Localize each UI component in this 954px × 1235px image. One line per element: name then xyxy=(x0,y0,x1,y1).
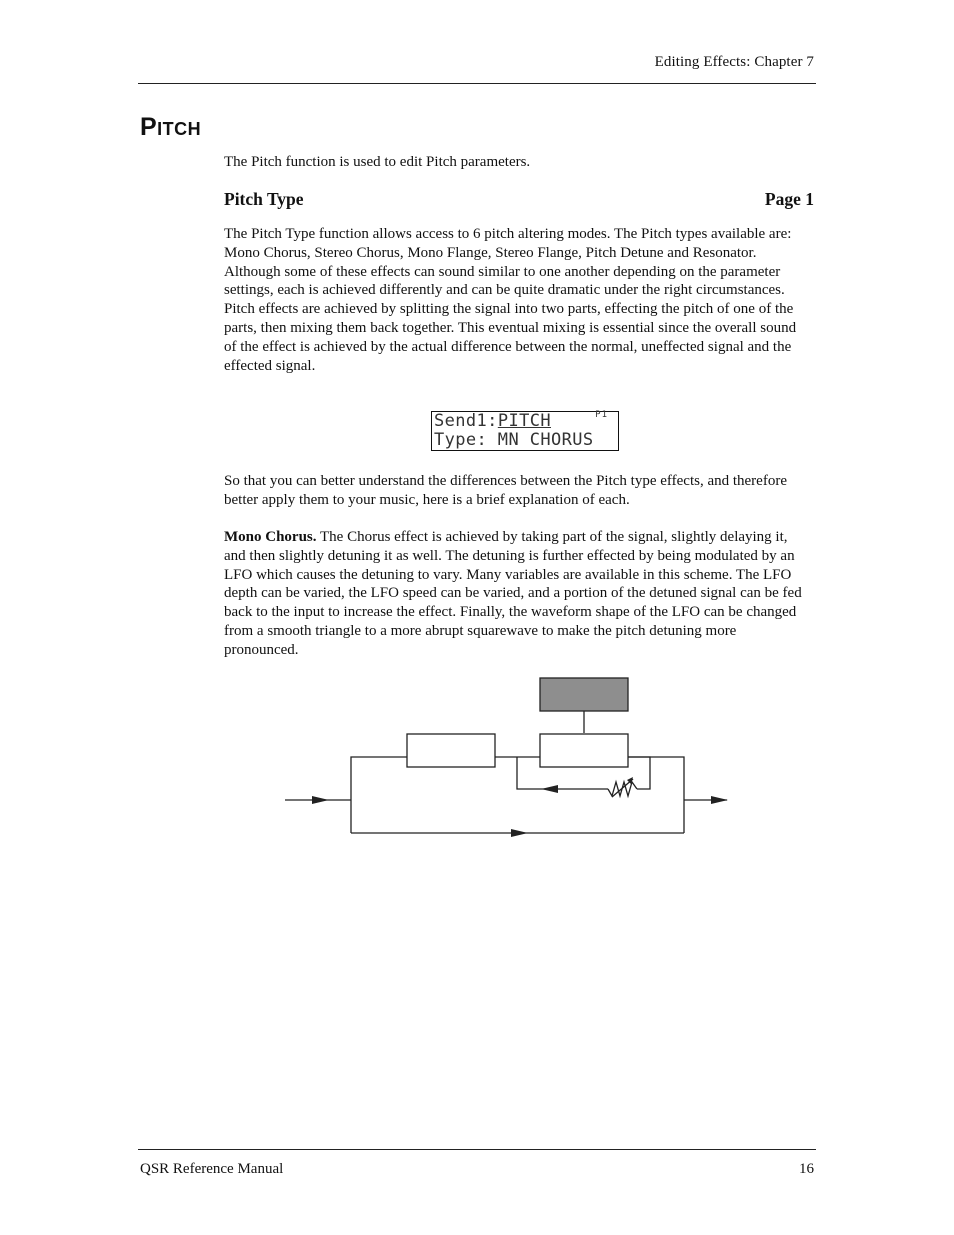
lcd-cursor-value: PITCH xyxy=(497,411,551,431)
feedback-level-resistor xyxy=(608,782,637,796)
input-arrow xyxy=(312,796,329,804)
mono-chorus-lead: Mono Chorus. xyxy=(224,529,317,545)
section-title: Pitch xyxy=(140,113,202,141)
explanation-paragraph: So that you can better understand the differences between the Pitch type effects, and therefore better apply them to your music, here is a brief explanation of each. xyxy=(224,473,787,508)
delay-block xyxy=(407,734,495,767)
intro-text: The Pitch function is used to edit Pitch parameters. xyxy=(224,154,531,170)
lcd-send-label: Send1: xyxy=(434,411,498,431)
lfo-block xyxy=(540,678,628,711)
dry-path-arrow xyxy=(511,829,528,837)
subsection-title: Pitch Type xyxy=(224,189,304,209)
pitch-type-description: The Pitch Type function allows access to 6 pitch altering modes. The Pitch types available are: Mono Chorus, Stereo Chorus, Mono Flange, Stereo Flange, Pitch Detune and Resonator. Although some of these effects can sound similar to one another depending on the parameter settings, each is achieved differently and can be quite dramatic under the right circumstances. Pitch effects are achieved by splitting the signal into two parts, effecting the pitch of one of the parts, then mixing them back together. This eventual mixing is essential since the overall sound of the effect is achieved by the actual difference between the normal, uneffected signal and the effected signal. xyxy=(224,226,797,374)
mono-chorus-body: The Chorus effect is achieved by taking part of the signal, slightly delaying it, and then slightly detuning it as well. The detuning is further effected by being modulated by an LFO which causes the detuning to vary. Many variables are available in this scheme. The LFO depth can be varied, the LFO speed can be varied, and a portion of the detuned signal can be fed back to the input to increase the effect. Finally, the waveform shape of the LFO can be changed from a smooth triangle to a more abrupt squarewave to make the pitch detuning more pronounced. xyxy=(224,529,802,658)
output-arrow xyxy=(711,796,728,804)
footer-rule xyxy=(138,1149,816,1150)
manual-title: QSR Reference Manual xyxy=(140,1161,284,1177)
chapter-header: Editing Effects: Chapter 7 xyxy=(654,54,814,70)
detune-block xyxy=(540,734,628,767)
feedback-arrow xyxy=(541,785,558,793)
lcd-page-indicator: P1 xyxy=(595,410,608,420)
wet-path-out xyxy=(628,757,684,833)
subsection-page: Page 1 xyxy=(764,189,814,209)
wet-path-in xyxy=(351,757,407,833)
page-number: 16 xyxy=(799,1161,814,1177)
lcd-line-2: Type: MN CHORUS xyxy=(434,430,594,450)
